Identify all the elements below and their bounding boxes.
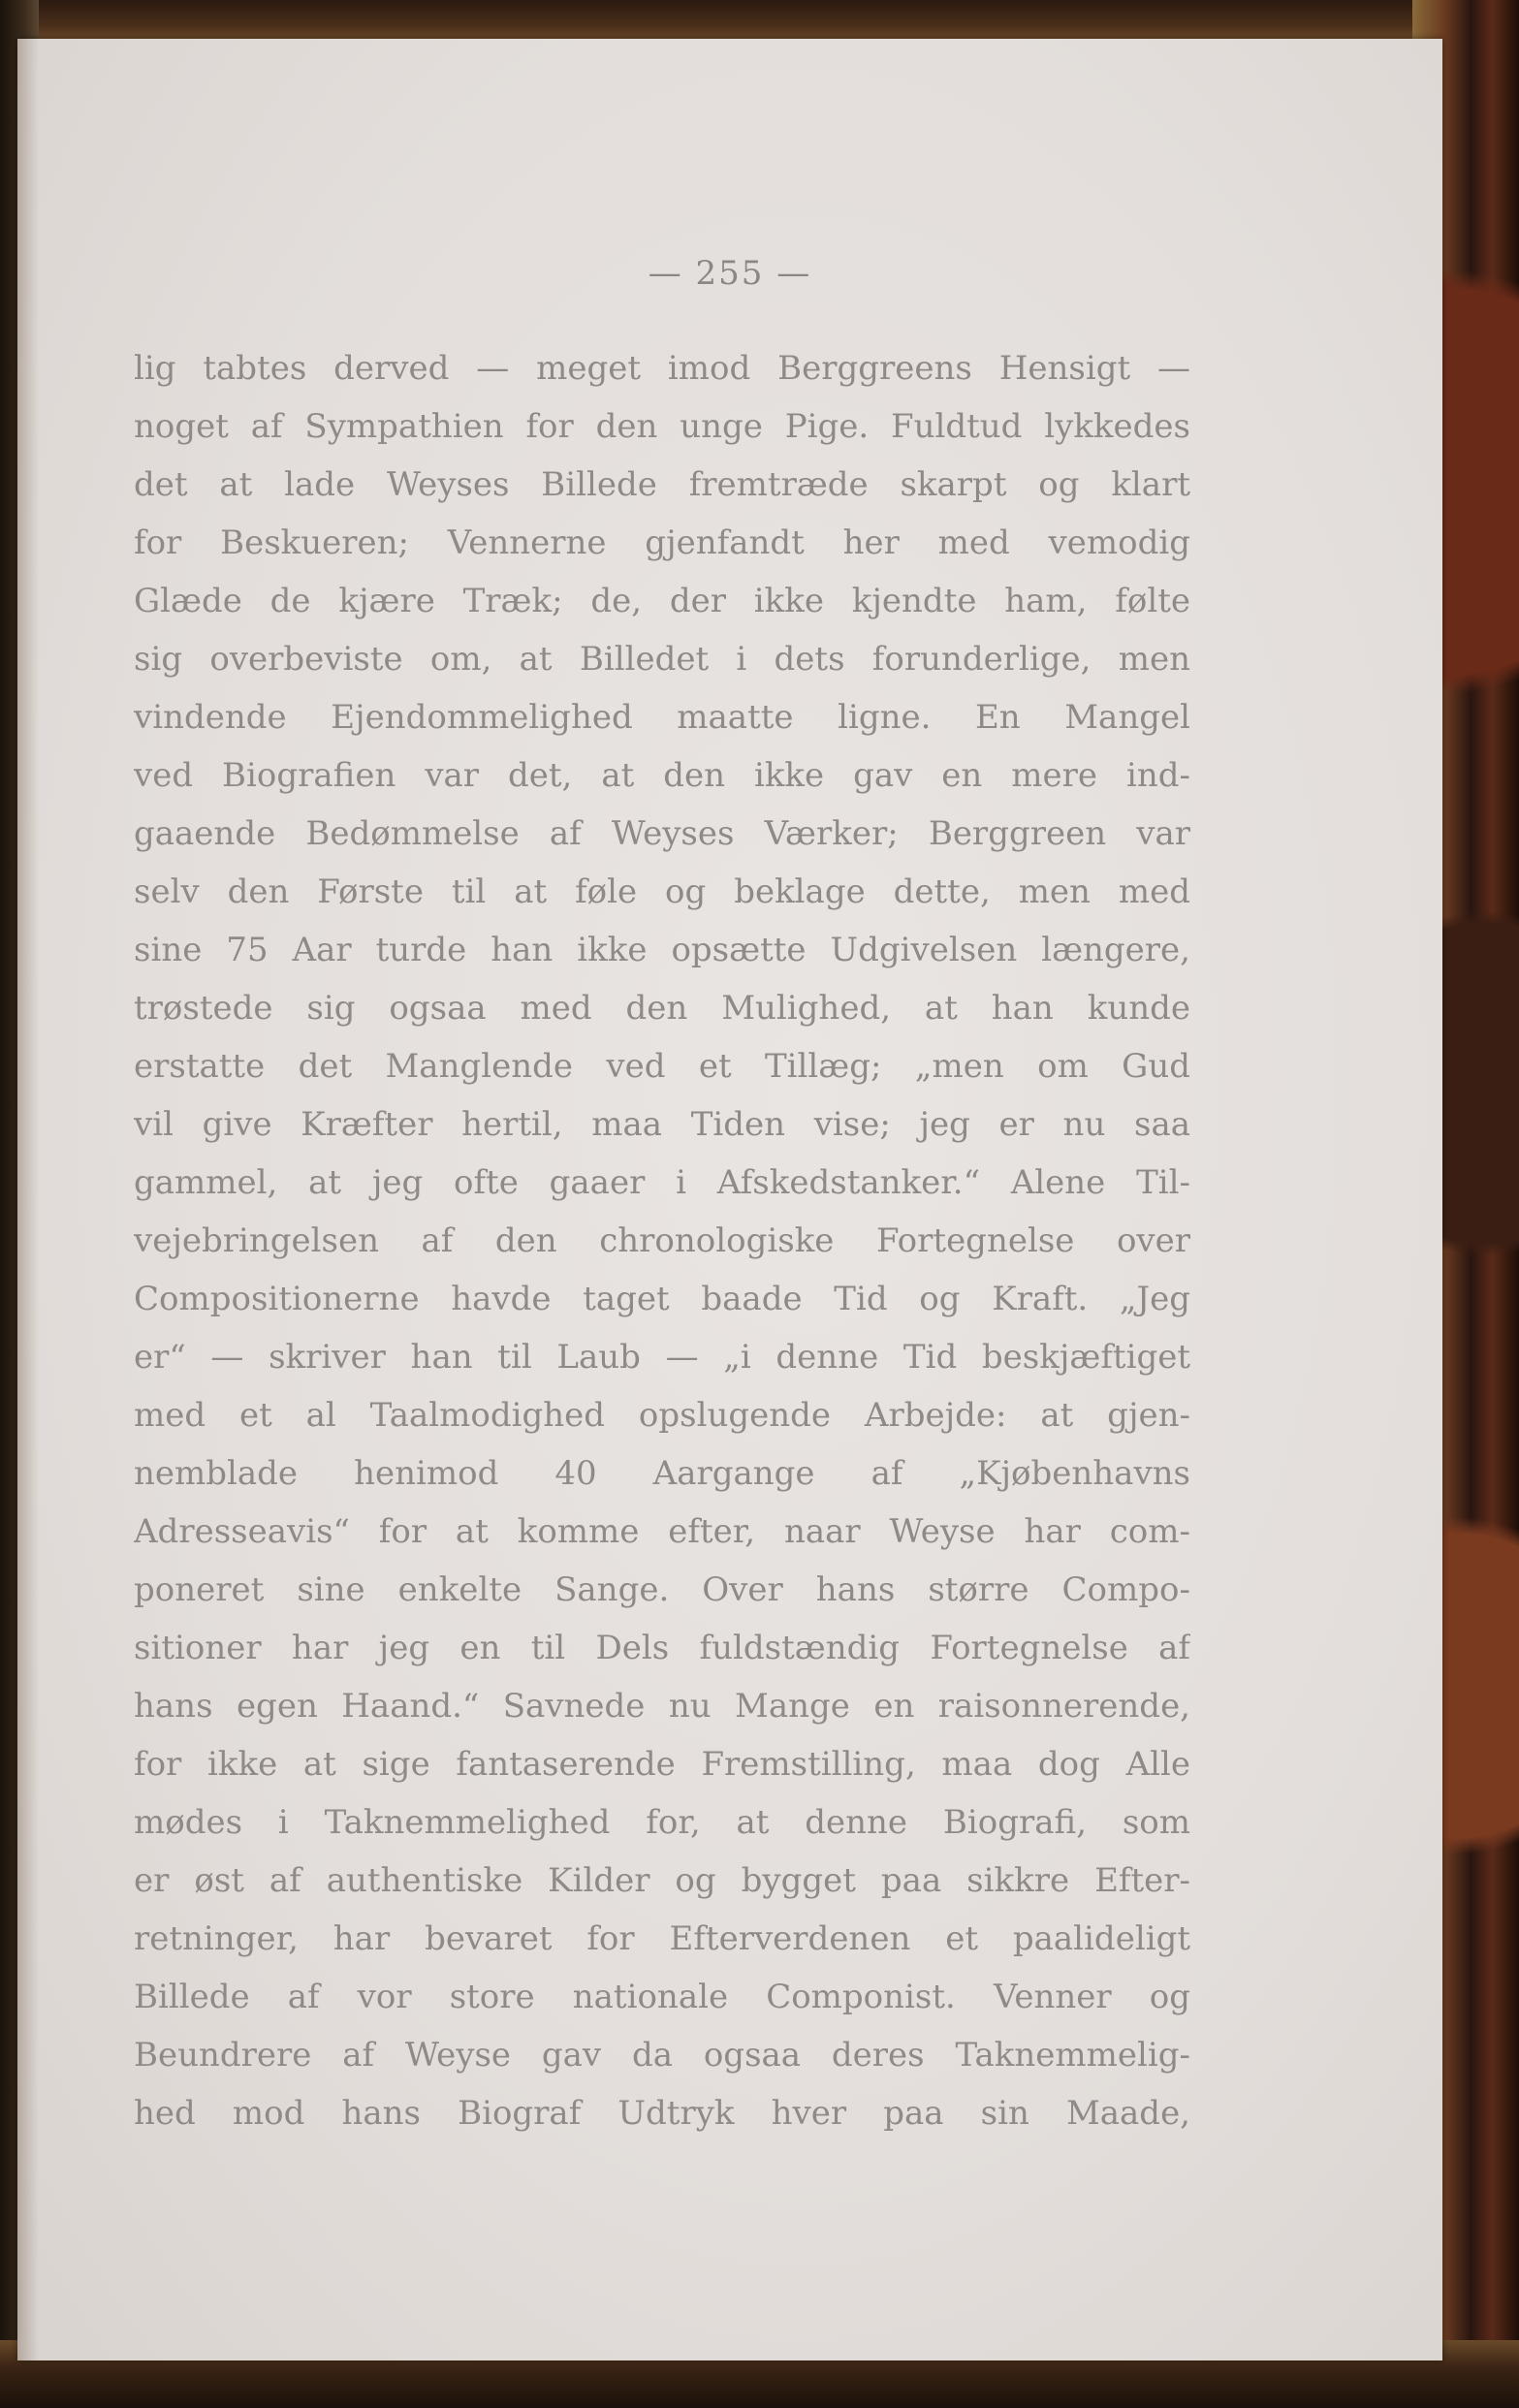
text-line: selv den Første til at føle og beklage dette, men med [134,872,1190,911]
body-text [134,339,1190,2142]
text-line: erstatte det Manglende ved et Tillæg; „men om Gud [134,1047,1190,1086]
text-line: lig tabtes derved — meget imod Berggreens Hensigt — [134,349,1190,388]
text-line: retninger, har bevaret for Efterverdenen et paalideligt [134,1919,1190,1958]
text-line: nemblade henimod 40 Aargange af „Kjøbenhavns [134,1454,1190,1493]
text-line: for Beskueren; Vennerne gjenfandt her med vemodig [134,523,1190,562]
text-line: er“ — skriver han til Laub — „i denne Tid beskjæftiget [134,1338,1190,1377]
text-line: hed mod hans Biograf Udtryk hver paa sin Maade, [134,2094,1190,2133]
text-line: er øst af authentiske Kilder og bygget paa sikkre Efter- [134,1861,1190,1900]
page-gutter-shadow [17,39,39,2360]
text-line: trøstede sig ogsaa med den Mulighed, at han kunde [134,989,1190,1028]
text-line: med et al Taalmodighed opslugende Arbejde: at gjen- [134,1396,1190,1435]
text-line: noget af Sympathien for den unge Pige. Fuldtud lykkedes [134,407,1190,446]
text-line: sine 75 Aar turde han ikke opsætte Udgivelsen længere, [134,931,1190,969]
text-line: mødes i Taknemmelighed for, at denne Biografi, som [134,1803,1190,1842]
text-line: gammel, at jeg ofte gaaer i Afskedstanker.“ Alene Til- [134,1163,1190,1202]
text-line: ved Biografien var det, at den ikke gav en mere ind- [134,756,1190,795]
book-page [17,39,1442,2360]
text-line: poneret sine enkelte Sange. Over hans større Compo- [134,1570,1190,1609]
text-line: det at lade Weyses Billede fremtræde skarpt og klart [134,465,1190,504]
text-line: hans egen Haand.“ Savnede nu Mange en raisonnerende, [134,1687,1190,1726]
text-line: sitioner har jeg en til Dels fuldstændig Fortegnelse af [134,1629,1190,1667]
text-line: sig overbeviste om, at Billedet i dets forunderlige, men [134,640,1190,679]
text-line: Compositionerne havde taget baade Tid og Kraft. „Jeg [134,1280,1190,1318]
text-line: Glæde de kjære Træk; de, der ikke kjendte ham, følte [134,582,1190,620]
text-line: vil give Kræfter hertil, maa Tiden vise; jeg er nu saa [134,1105,1190,1144]
text-line: vindende Ejendommelighed maatte ligne. En Mangel [134,698,1190,737]
text-line: Adresseavis“ for at komme efter, naar Weyse har com- [134,1512,1190,1551]
text-line: Billede af vor store nationale Componist. Venner og [134,1978,1190,2016]
page-number: — 255 — [648,254,812,293]
text-line: gaaende Bedømmelse af Weyses Værker; Berggreen var [134,814,1190,853]
text-line: Beundrere af Weyse gav da ogsaa deres Taknemmelig- [134,2036,1190,2075]
text-line: for ikke at sige fantaserende Fremstilling, maa dog Alle [134,1745,1190,1784]
text-line: vejebringelsen af den chronologiske Fortegnelse over [134,1221,1190,1260]
